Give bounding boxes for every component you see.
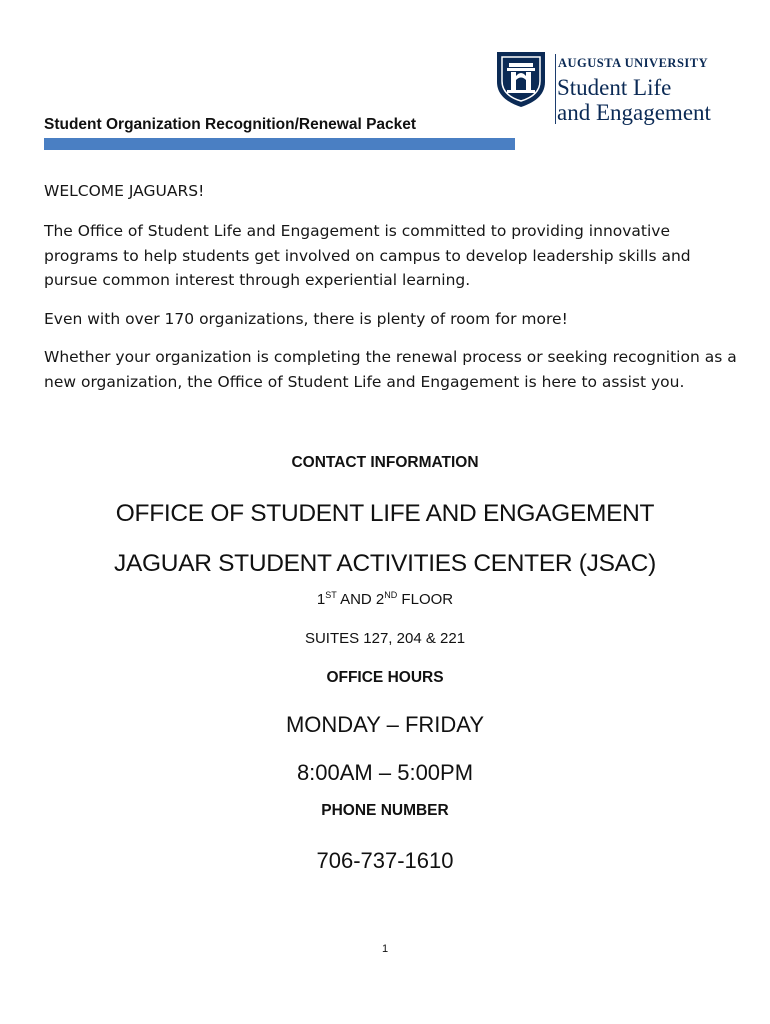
office-hours-heading: OFFICE HOURS — [326, 669, 444, 686]
floor-suffix-2: ND — [384, 590, 398, 600]
floor-info — [0, 590, 770, 608]
intro-paragraph-2: Even with over 170 organizations, there is plenty of room for more! — [44, 310, 568, 328]
building-name: JAGUAR STUDENT ACTIVITIES CENTER (JSAC) — [114, 550, 656, 577]
logo-department-line1: Student Life — [557, 75, 672, 100]
phone-number: 706-737-1610 — [316, 848, 454, 873]
office-days: MONDAY – FRIDAY — [285, 712, 485, 737]
contact-heading: CONTACT INFORMATION — [291, 454, 479, 471]
logo-university-name: AUGUSTA UNIVERSITY — [558, 56, 709, 70]
logo-department-line2: and Engagement — [557, 100, 711, 125]
suites-info: SUITES 127, 204 & 221 — [304, 630, 466, 647]
office-name: OFFICE OF STUDENT LIFE AND ENGAGEMENT — [115, 500, 655, 527]
logo-divider — [555, 54, 556, 124]
office-times: 8:00AM – 5:00PM — [296, 760, 474, 785]
title-underline-bar — [44, 138, 515, 150]
floor-word: FLOOR — [397, 591, 454, 608]
page-number: 1 — [381, 943, 389, 955]
floor-suffix-1: ST — [325, 590, 337, 600]
shield-icon — [495, 50, 547, 108]
welcome-heading: WELCOME JAGUARS! — [44, 182, 205, 200]
intro-paragraph-3: Whether your organization is completing the renewal process or seeking recognition as a new organization, the Office of Student Life and Engagement is here to assist you. — [44, 348, 737, 391]
floor-number-1: 1 — [316, 591, 326, 608]
packet-title: Student Organization Recognition/Renewal Packet — [44, 116, 417, 133]
floor-and-2: AND 2 — [336, 591, 385, 608]
augusta-university-logo — [495, 50, 735, 130]
phone-heading: PHONE NUMBER — [321, 802, 449, 819]
intro-paragraph-1: The Office of Student Life and Engagement is committed to providing innovative programs to help students get involved on campus to develop leadership skills and pursue common interest through experiential learning. — [44, 222, 691, 289]
